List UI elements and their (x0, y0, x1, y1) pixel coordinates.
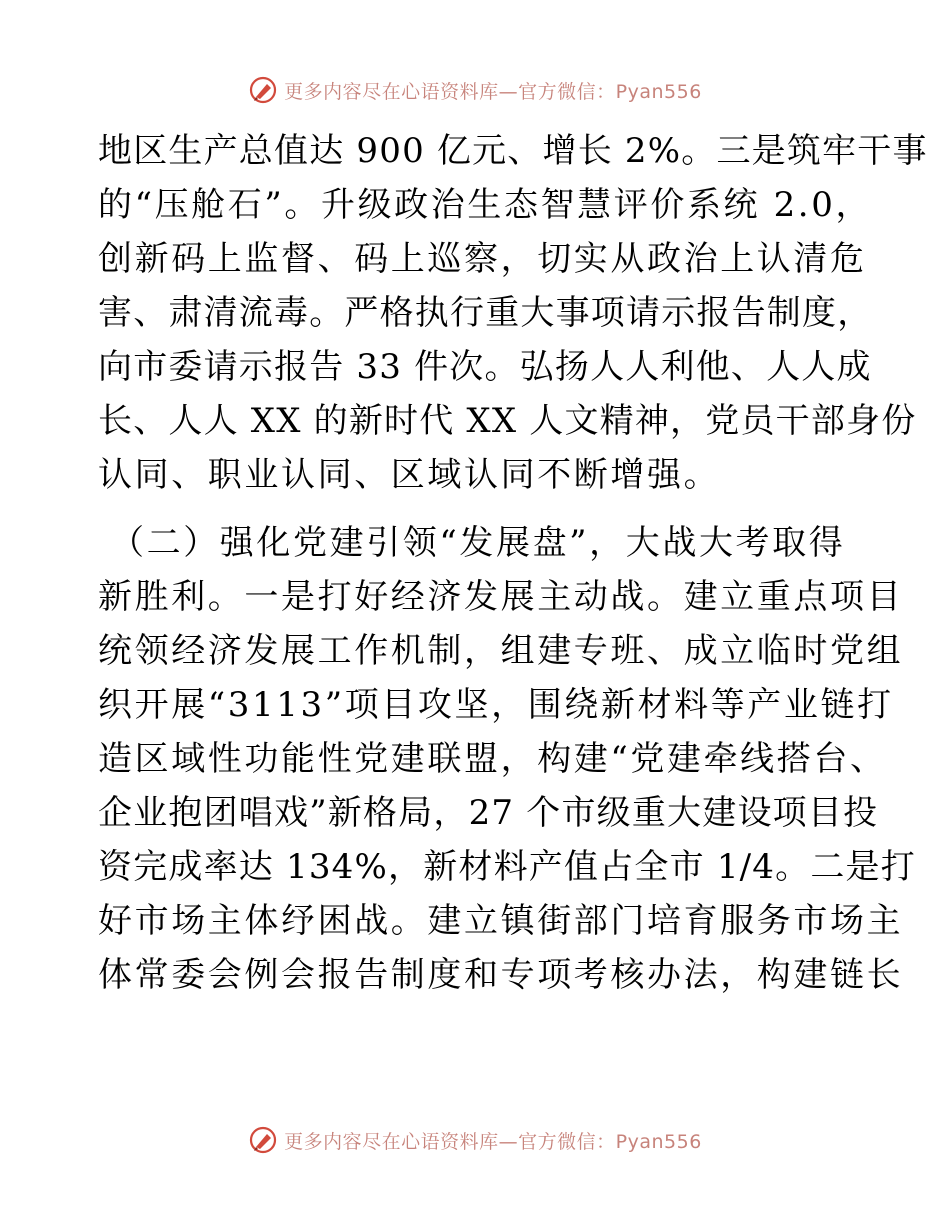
document-body (98, 124, 928, 1002)
text-line: 的“压舱石”。升级政治生态智慧评价系统 2.0， (98, 185, 873, 225)
watermark-text: 更多内容尽在心语资料库—官方微信：Pyan556 (284, 1130, 702, 1153)
text-line: 企业抱团唱戏”新格局，27 个市级重大建设项目投 (98, 793, 879, 833)
text-line: 创新码上监督、码上巡察，切实从政治上认清危 (98, 239, 867, 279)
text-line: 统领经济发展工作机制，组建专班、成立临时党组 (98, 631, 904, 671)
text-line: 向市委请示报告 33 件次。弘扬人人利他、人人成 (98, 347, 872, 387)
text-line: 认同、职业认同、区域认同不断增强。 (98, 455, 721, 495)
header-watermark (0, 73, 950, 107)
section-heading-line: （二）强化党建引领“发展盘”，大战大考取得 (110, 523, 846, 563)
paragraph-gap (98, 502, 858, 516)
text-line: 造区域性功能性党建联盟，构建“党建牵线搭台、 (98, 739, 887, 779)
text-line: 地区生产总值达 900 亿元、增长 2%。三是筑牢干事 (98, 131, 928, 171)
pen-logo-icon (248, 75, 278, 105)
watermark-text: 更多内容尽在心语资料库—官方微信：Pyan556 (284, 80, 702, 103)
footer-watermark (0, 1123, 950, 1157)
text-line: 资完成率达 134%，新材料产值占全市 1/4。二是打 (98, 847, 916, 887)
text-line: 害、肃清流毒。严格执行重大事项请示报告制度， (98, 293, 873, 333)
text-line: 好市场主体纾困战。建立镇街部门培育服务市场主 (98, 901, 904, 941)
text-line: 织开展“3113”项目攻坚，围绕新材料等产业链打 (98, 685, 894, 725)
pen-logo-icon (248, 1125, 278, 1155)
text-line: 新胜利。一是打好经济发展主动战。建立重点项目 (98, 577, 904, 617)
text-line: 长、人人 XX 的新时代 XX 人文精神，党员干部身份 (98, 401, 917, 441)
text-line: 体常委会例会报告制度和专项考核办法，构建链长 (98, 955, 904, 995)
